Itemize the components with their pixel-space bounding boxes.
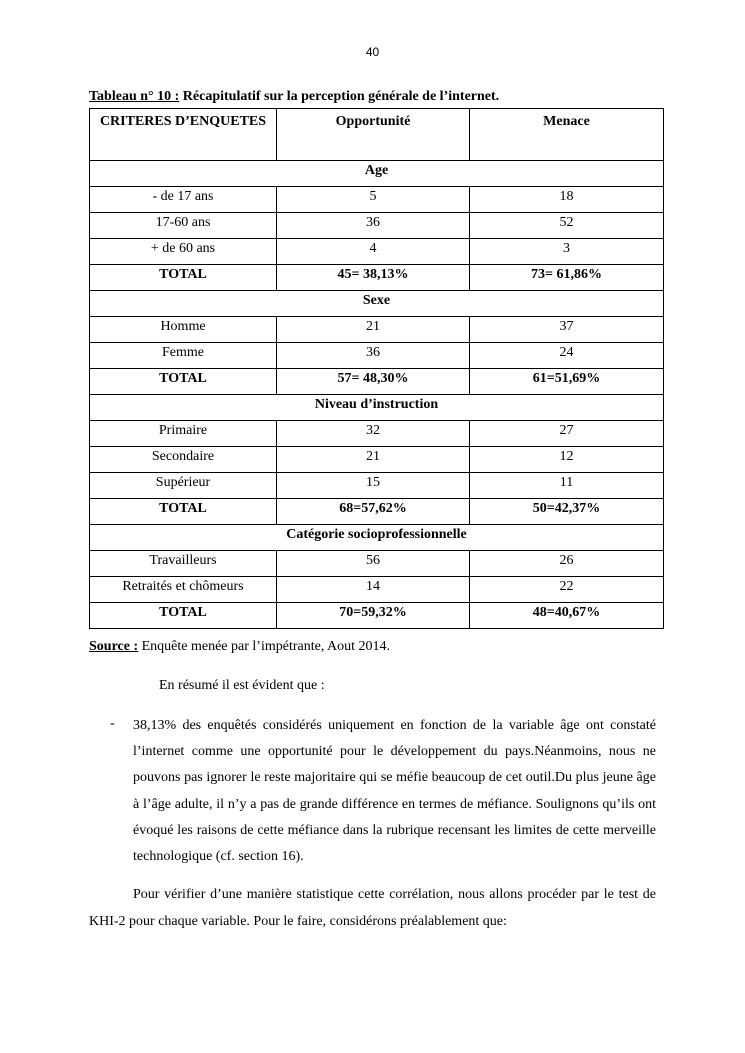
section-header-row: [90, 395, 664, 421]
opportunite-cell: 36: [277, 213, 470, 239]
menace-cell: 3: [470, 239, 664, 265]
section-title: Sexe: [90, 291, 664, 317]
section-header-row: [90, 291, 664, 317]
row-label-cell: Secondaire: [90, 447, 277, 473]
menace-cell: 27: [470, 421, 664, 447]
total-opportunite-cell: 57= 48,30%: [277, 369, 470, 395]
menace-cell: 12: [470, 447, 664, 473]
row-label-cell: Primaire: [90, 421, 277, 447]
table-caption-title: Récapitulatif sur la perception générale de l’internet.: [179, 89, 500, 104]
opportunite-cell: 5: [277, 187, 470, 213]
total-label-cell: TOTAL: [90, 603, 277, 629]
table-row: [90, 213, 664, 239]
row-label-cell: Homme: [90, 317, 277, 343]
row-label-cell: 17-60 ans: [90, 213, 277, 239]
menace-cell: 24: [470, 343, 664, 369]
total-label-cell: TOTAL: [90, 369, 277, 395]
section-header-row: [90, 161, 664, 187]
table-body: [90, 161, 664, 629]
table-header-row: [90, 109, 664, 161]
menace-cell: 26: [470, 551, 664, 577]
header-criteres: CRITERES D’ENQUETES: [90, 109, 277, 161]
total-opportunite-cell: 70=59,32%: [277, 603, 470, 629]
total-menace-cell: 73= 61,86%: [470, 265, 664, 291]
menace-cell: 22: [470, 577, 664, 603]
opportunite-cell: 21: [277, 317, 470, 343]
row-label-cell: Supérieur: [90, 473, 277, 499]
table-caption-label: Tableau n° 10 :: [89, 89, 180, 104]
opportunite-cell: 21: [277, 447, 470, 473]
opportunite-cell: 56: [277, 551, 470, 577]
row-label-cell: - de 17 ans: [90, 187, 277, 213]
menace-cell: 11: [470, 473, 664, 499]
section-header-row: [90, 525, 664, 551]
table-row: [90, 187, 664, 213]
table-row: [90, 317, 664, 343]
total-opportunite-cell: 45= 38,13%: [277, 265, 470, 291]
page-number: 40: [365, 45, 380, 59]
source-label: Source :: [89, 639, 139, 654]
header-menace: Menace: [470, 109, 664, 161]
opportunite-cell: 15: [277, 473, 470, 499]
section-title: Catégorie socioprofessionnelle: [90, 525, 664, 551]
total-menace-cell: 48=40,67%: [470, 603, 664, 629]
body-paragraph: Pour vérifier d’une manière statistique cette corrélation, nous allons procéder par le test de KHI-2 pour chaque variable. Pour le faire, considérons préalablement que:: [89, 887, 656, 929]
bullet-marker: -: [110, 716, 115, 731]
total-row: [90, 603, 664, 629]
table-row: [90, 447, 664, 473]
bullet-text: 38,13% des enquêtés considérés uniquement en fonction de la variable âge ont constaté l’internet comme une opportunité pour le développement du pays.Néanmoins, nous ne pouvons pas ignorer le reste majoritaire qui se méfie beaucoup de cet outil.Du plus jeune âge à l’âge adulte, il n’y a pas de grande différence en termes de méfiance. Soulignons qu’ils ont évoqué les raisons de cette méfiance dans la rubrique recensant les limites de cette merveille technologique (cf. section 16).: [133, 718, 656, 865]
menace-cell: 37: [470, 317, 664, 343]
section-title: Age: [90, 161, 664, 187]
total-menace-cell: 61=51,69%: [470, 369, 664, 395]
table-row: [90, 551, 664, 577]
table-caption: [89, 89, 499, 105]
section-title: Niveau d’instruction: [90, 395, 664, 421]
table-row: [90, 421, 664, 447]
total-label-cell: TOTAL: [90, 499, 277, 525]
opportunite-cell: 14: [277, 577, 470, 603]
total-row: [90, 369, 664, 395]
opportunite-cell: 36: [277, 343, 470, 369]
total-row: [90, 499, 664, 525]
intro-text: En résumé il est évident que :: [159, 678, 325, 693]
table-row: [90, 343, 664, 369]
table-row: [90, 473, 664, 499]
opportunite-cell: 4: [277, 239, 470, 265]
total-opportunite-cell: 68=57,62%: [277, 499, 470, 525]
source-text: Enquête menée par l’impétrante, Aout 2014.: [138, 639, 391, 654]
table-row: [90, 577, 664, 603]
total-row: [90, 265, 664, 291]
row-label-cell: Femme: [90, 343, 277, 369]
menace-cell: 52: [470, 213, 664, 239]
opportunite-cell: 32: [277, 421, 470, 447]
row-label-cell: Retraités et chômeurs: [90, 577, 277, 603]
row-label-cell: Travailleurs: [90, 551, 277, 577]
row-label-cell: + de 60 ans: [90, 239, 277, 265]
perception-table: [89, 108, 664, 629]
header-opportunite: Opportunité: [277, 109, 470, 161]
table-row: [90, 239, 664, 265]
total-label-cell: TOTAL: [90, 265, 277, 291]
menace-cell: 18: [470, 187, 664, 213]
total-menace-cell: 50=42,37%: [470, 499, 664, 525]
source-note: [89, 639, 390, 655]
